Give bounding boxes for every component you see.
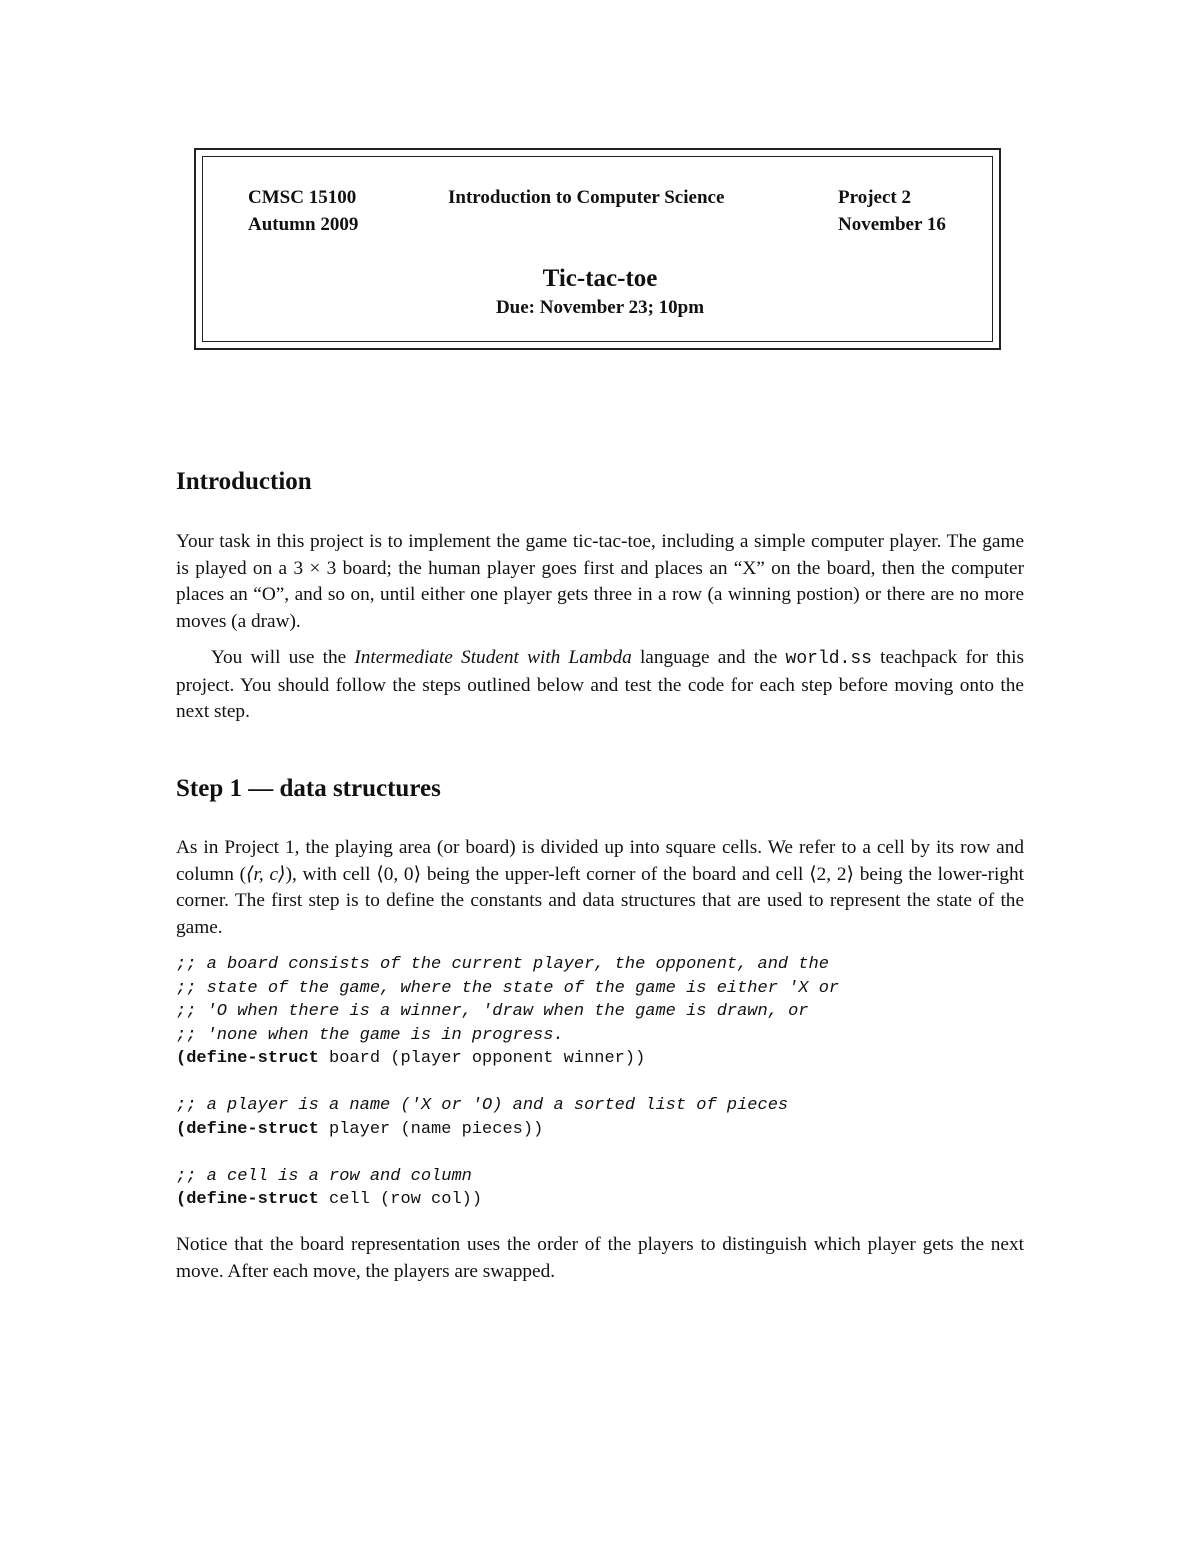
code-comment: ;; a player is a name ('X or 'O) and a sorted list of pieces <box>176 1096 789 1115</box>
code-comment: ;; a board consists of the current player, the opponent, and the <box>176 955 829 974</box>
introduction-heading: Introduction <box>176 468 312 495</box>
code-text: player (name pieces)) <box>318 1119 544 1139</box>
document-title: Tic-tac-toe <box>542 265 658 292</box>
language-name: Intermediate Student with Lambda <box>354 647 632 668</box>
intro-text: board; the human player goes first and places an “X” on the board, then the computer places an “O”, and so on, until either one player gets three in a row (a winning postion) or there are no more moves (a draw). <box>176 557 1024 632</box>
project-number: Project 2 <box>838 187 911 208</box>
step1-text: As in Project 1, the playing area (or board) is divided up into square cells. We refer to a cell by its row and column ( <box>176 837 1024 885</box>
step1-paragraph-2: Notice that the board representation uses the order of the players to distinguish which player gets the next move. After each move, the players are swapped. <box>176 1234 1024 1282</box>
course-title: Introduction to Computer Science <box>448 187 725 208</box>
step1-heading: Step 1 — data structures <box>176 775 441 802</box>
code-comment: ;; 'O when there is a winner, 'draw when the game is drawn, or <box>176 1002 809 1021</box>
code-comment: ;; 'none when the game is in progress. <box>176 1025 564 1045</box>
step1-text: ), with cell <box>285 863 377 885</box>
cell-notation: ⟨0, 0⟩ <box>376 863 422 885</box>
intro-text: Your task in this project is to implement the game tic-tac-toe, including a simple computer player. The game is played on a <box>176 531 1024 579</box>
intro-text: teachpack for this project. You should follow the steps outlined below and test the code for each step before moving onto the next step. <box>176 647 1024 722</box>
introduction-paragraph-2 <box>176 645 1024 726</box>
course-term: Autumn 2009 <box>248 214 359 235</box>
step1-text: being the upper-left corner of the board and cell <box>421 863 810 885</box>
header-box <box>194 148 1001 350</box>
issue-date: November 16 <box>838 214 946 235</box>
teachpack-name: world.ss <box>785 649 872 669</box>
code-keyword: (define-struct <box>176 1049 319 1068</box>
code-block <box>176 953 839 1212</box>
step1-text: being the lower-right corner. The first step is to define the constants and data structures that are used to represent the state of the game. <box>176 863 1025 938</box>
board-dimensions: 3 × 3 <box>293 557 337 579</box>
code-comment: ;; state of the game, where the state of the game is either 'X or <box>176 978 840 998</box>
cell-notation: ⟨r, c⟩ <box>246 863 286 885</box>
code-text: board (player opponent winner)) <box>318 1049 646 1068</box>
course-code: CMSC 15100 <box>248 187 357 208</box>
intro-text: language and the <box>631 647 786 668</box>
intro-text: You will use the <box>211 647 355 668</box>
code-keyword: (define-struct <box>176 1190 319 1209</box>
cell-notation: ⟨2, 2⟩ <box>809 863 854 885</box>
code-text: cell (row col)) <box>318 1190 483 1209</box>
introduction-paragraph-1 <box>176 529 1024 635</box>
step1-paragraph-1 <box>176 835 1024 941</box>
code-keyword: (define-struct <box>176 1119 319 1139</box>
code-comment: ;; a cell is a row and column <box>176 1166 472 1186</box>
due-date: Due: November 23; 10pm <box>495 297 705 318</box>
